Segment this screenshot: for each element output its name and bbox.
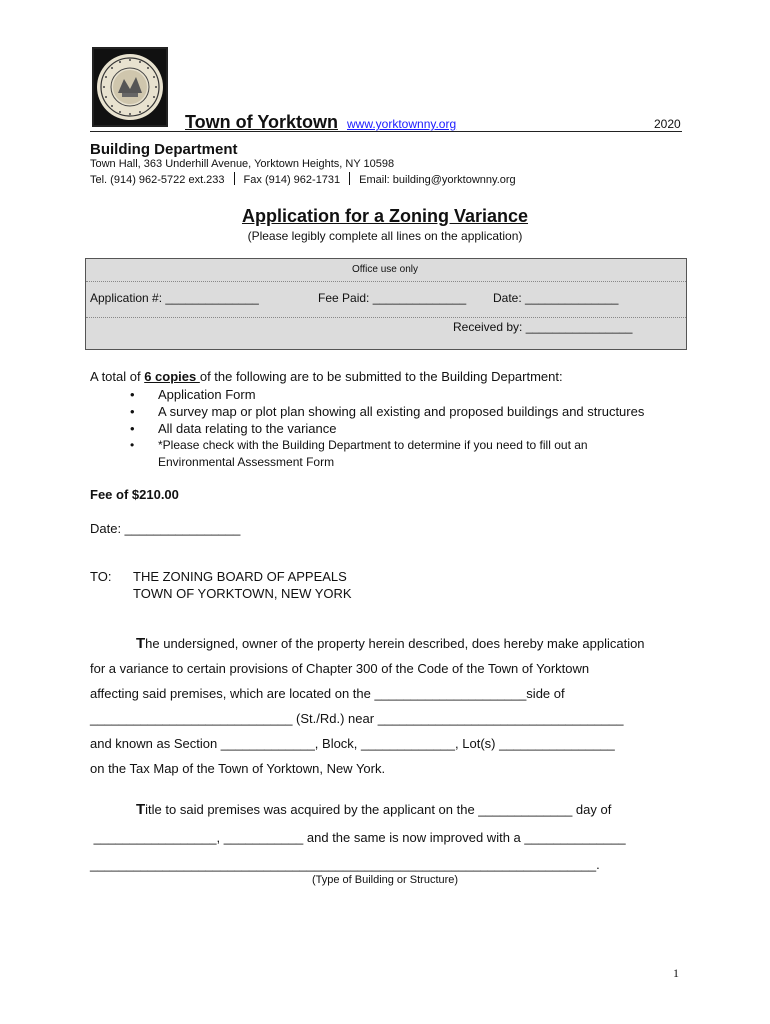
to-label: TO: xyxy=(90,569,112,584)
office-use-label: Office use only xyxy=(352,264,418,275)
email-address: Email: building@yorktownny.org xyxy=(359,174,516,186)
fee-amount: Fee of $210.00 xyxy=(90,487,179,502)
divider xyxy=(86,317,686,318)
drop-letter: T xyxy=(136,801,146,818)
town-seal-logo xyxy=(92,47,168,127)
copies-prefix: A total of xyxy=(90,369,145,384)
town-title: Town of Yorktown xyxy=(185,112,338,132)
improvement-field[interactable]: _________________, ___________ and the same is now improved with a ______________ xyxy=(90,830,626,845)
fee-paid-field[interactable]: Fee Paid: ______________ xyxy=(318,291,467,305)
department-address: Town Hall, 363 Underhill Avenue, Yorktown Heights, NY 10598 xyxy=(90,158,395,170)
paragraph-1-line: on the Tax Map of the Town of Yorktown, New York. xyxy=(90,761,386,776)
title-acquired-field[interactable] xyxy=(136,801,611,818)
list-item: • All data relating to the variance xyxy=(130,420,718,437)
drop-letter: T xyxy=(136,635,146,652)
received-by-field[interactable]: Received by: ________________ xyxy=(453,320,633,334)
copies-count: 6 copies xyxy=(144,369,200,384)
street-near-field[interactable]: ____________________________ (St./Rd.) near __________________________________ xyxy=(90,711,624,726)
form-year: 2020 xyxy=(654,117,681,131)
contact-line xyxy=(90,172,516,186)
fax-number: Fax (914) 962-1731 xyxy=(243,174,341,186)
addressee-line-2: TOWN OF YORKTOWN, NEW YORK xyxy=(133,586,352,601)
separator xyxy=(349,172,350,185)
application-date-field[interactable]: Date: ________________ xyxy=(90,521,241,536)
form-subtitle: (Please legibly complete all lines on the application) xyxy=(247,229,523,243)
copies-instruction xyxy=(90,369,563,384)
paragraph-1-line xyxy=(136,635,645,652)
application-number-field[interactable]: Application #: ______________ xyxy=(90,291,259,305)
list-item: • *Please check with the Building Department to determine if you need to fill out an Environmental Assessment Form xyxy=(130,437,658,471)
addressee-line-1: THE ZONING BOARD OF APPEALS xyxy=(133,569,347,584)
list-item: • Application Form xyxy=(130,386,718,403)
building-type-caption: (Type of Building or Structure) xyxy=(311,874,459,886)
phone-number: Tel. (914) 962-5722 ext.233 xyxy=(90,174,225,186)
department-name: Building Department xyxy=(90,141,238,158)
form-title: Application for a Zoning Variance xyxy=(241,206,529,226)
separator xyxy=(234,172,235,185)
text: itle to said premises was acquired by the applicant on the _____________ day of xyxy=(145,802,612,817)
town-website-link[interactable]: www.yorktownny.org xyxy=(347,117,457,131)
copies-suffix: of the following are to be submitted to the Building Department: xyxy=(199,369,563,384)
property-side-field[interactable]: affecting said premises, which are located on the _____________________side of xyxy=(90,686,565,701)
page-number: 1 xyxy=(673,966,679,980)
required-documents-list xyxy=(130,386,718,471)
office-date-field[interactable]: Date: ______________ xyxy=(493,291,619,305)
list-item: • A survey map or plot plan showing all existing and proposed buildings and structures xyxy=(130,403,718,420)
building-type-field[interactable]: ______________________________________________________________________. xyxy=(90,857,600,872)
divider xyxy=(86,281,686,282)
section-block-lot-field[interactable]: and known as Section _____________, Block, _____________, Lot(s) ________________ xyxy=(90,736,615,751)
header-divider xyxy=(90,131,682,132)
text: he undersigned, owner of the property herein described, does hereby make application xyxy=(145,636,645,651)
paragraph-1-line: for a variance to certain provisions of Chapter 300 of the Code of the Town of Yorktown xyxy=(90,661,590,676)
